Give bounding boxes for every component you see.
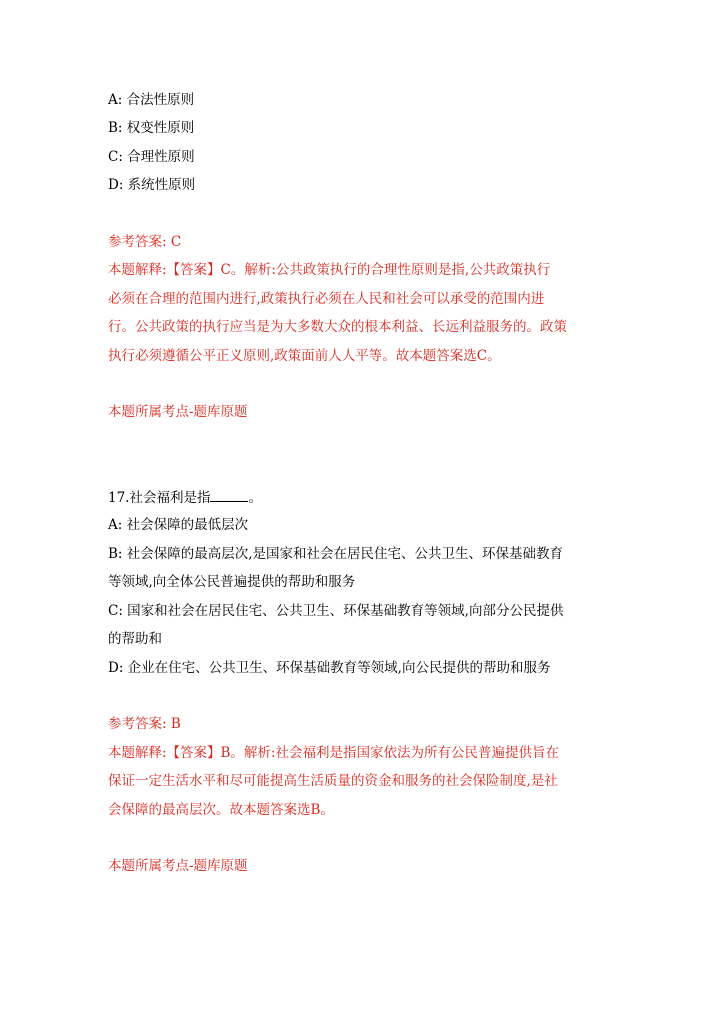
explanation-line: 执行必须遵循公平正义原则,政策面前人人平等。故本题答案选C。 bbox=[108, 348, 501, 364]
question-stem bbox=[108, 489, 262, 506]
explanation-line: 本题解释:【答案】B。解析:社会福利是指国家依法为所有公民普遍提供旨在 bbox=[108, 745, 560, 761]
answer-blank bbox=[210, 489, 248, 502]
option-a: A: 社会保障的最低层次 bbox=[108, 517, 249, 533]
option-c: C: 合理性原则 bbox=[108, 149, 195, 165]
question-end: 。 bbox=[248, 490, 262, 506]
option-c-continued: 的帮助和 bbox=[108, 631, 162, 647]
option-b: B: 社会保障的最高层次,是国家和社会在居民住宅、公共卫生、环保基础教育 bbox=[108, 546, 564, 562]
source-line: 本题所属考点-题库原题 bbox=[108, 858, 248, 874]
answer-line: 参考答案: B bbox=[108, 716, 181, 732]
option-b-continued: 等领域,向全体公民普遍提供的帮助和服务 bbox=[108, 574, 356, 590]
explanation-line: 行。公共政策的执行应当是为大多数大众的根本利益、长远利益服务的。政策 bbox=[108, 319, 567, 335]
explanation-line: 保证一定生活水平和尽可能提高生活质量的资金和服务的社会保险制度,是社 bbox=[108, 773, 558, 789]
explanation-line: 本题解释:【答案】C。解析:公共政策执行的合理性原则是指,公共政策执行 bbox=[108, 262, 551, 278]
option-b: B: 权变性原则 bbox=[108, 120, 195, 136]
explanation-line: 会保障的最高层次。故本题答案选B。 bbox=[108, 802, 334, 818]
option-d: D: 企业在住宅、公共卫生、环保基础教育等领域,向公民提供的帮助和服务 bbox=[108, 660, 551, 676]
explanation-line: 必须在合理的范围内进行,政策执行必须在人民和社会可以承受的范围内进 bbox=[108, 291, 545, 307]
option-c: C: 国家和社会在居民住宅、公共卫生、环保基础教育等领域,向部分公民提供 bbox=[108, 603, 564, 619]
option-a: A: 合法性原则 bbox=[108, 92, 195, 108]
option-d: D: 系统性原则 bbox=[108, 177, 196, 193]
answer-line: 参考答案: C bbox=[108, 234, 182, 250]
question-text: 17.社会福利是指 bbox=[108, 490, 211, 506]
source-line: 本题所属考点-题库原题 bbox=[108, 404, 248, 420]
